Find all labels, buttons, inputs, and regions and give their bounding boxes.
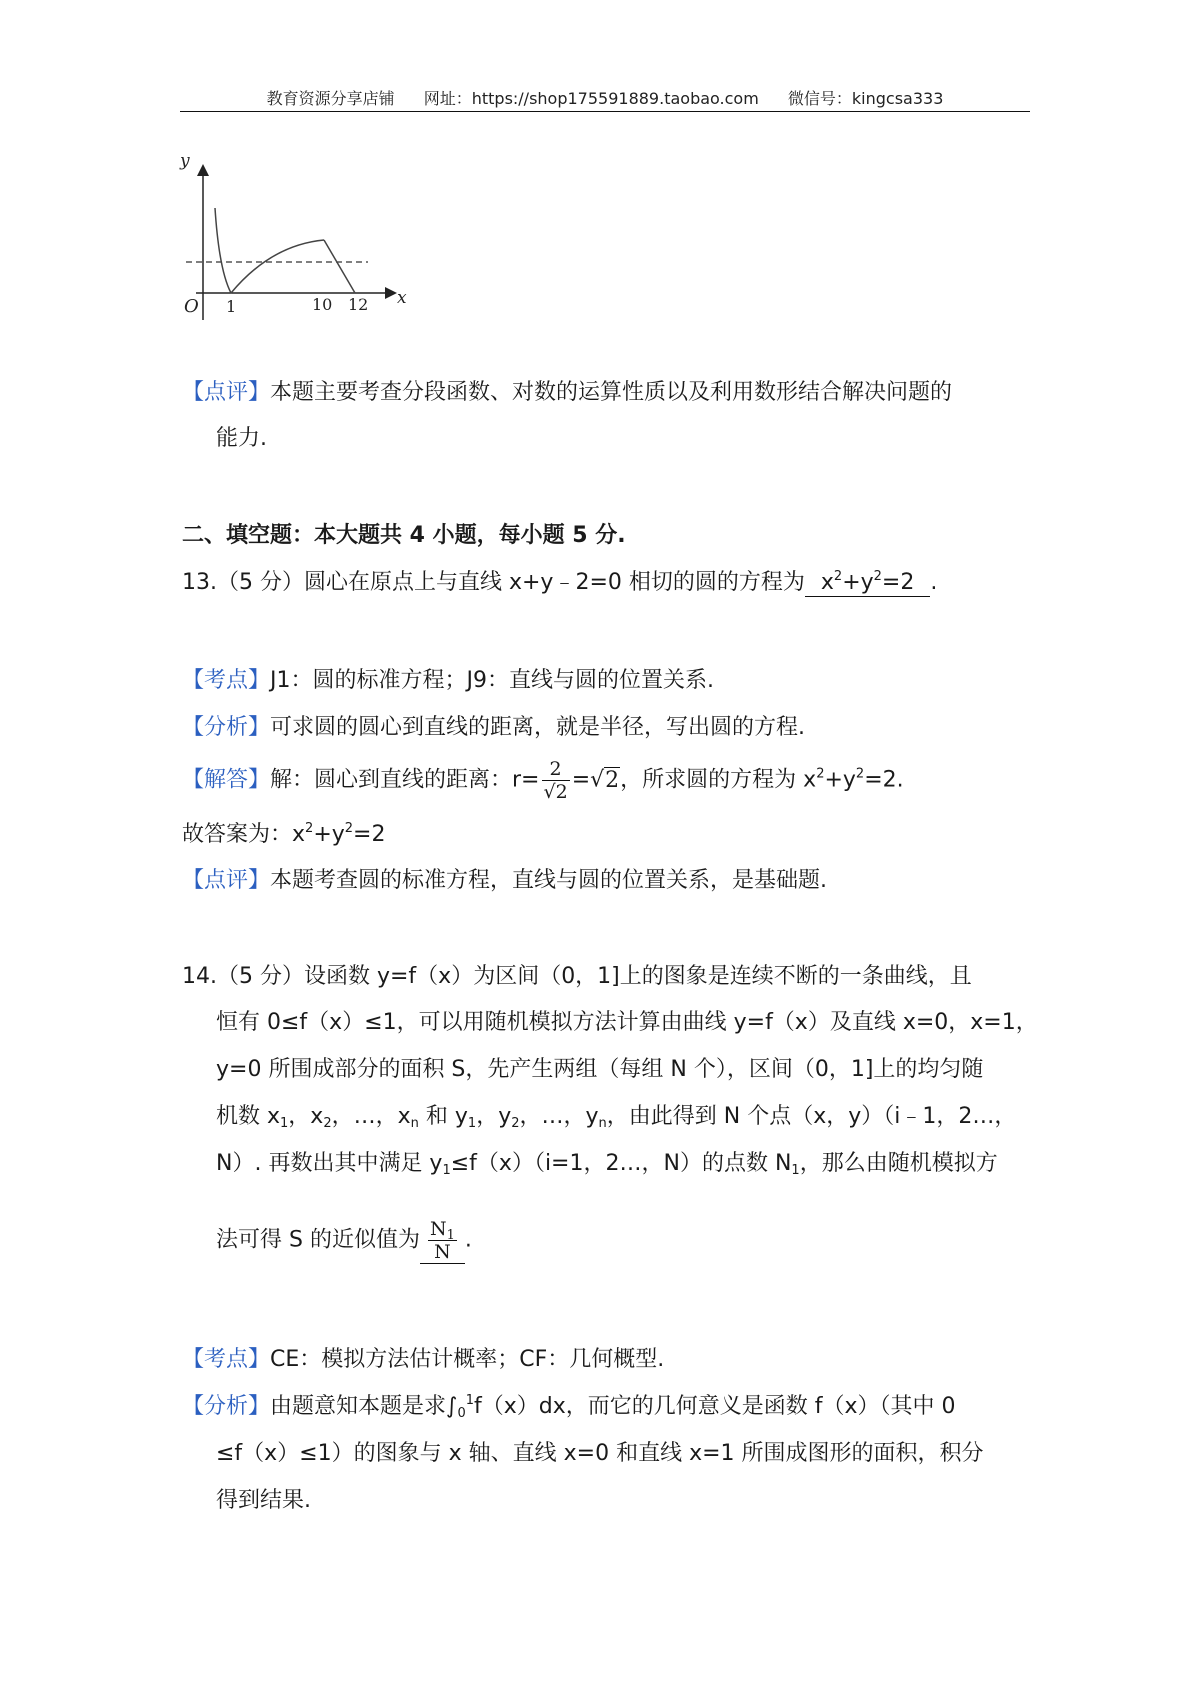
q14-answer-fraction: $\frac{N_1}{N}$ (429, 1218, 455, 1263)
curve-increasing (231, 240, 324, 293)
q13-kaodian: 【考点】J1：圆的标准方程；J9：直线与圆的位置关系. (182, 668, 714, 693)
q14-fenxi-line3: 得到结果. (216, 1488, 311, 1513)
page-header (180, 86, 1030, 109)
q13-sqrt: √2 (590, 767, 620, 793)
q13-dianping: 【点评】本题考查圆的标准方程，直线与圆的位置关系，是基础题. (182, 868, 828, 893)
curve-linear (324, 240, 355, 293)
q14-kaodian: 【考点】CE：模拟方法估计概率；CF：几何概型. (182, 1347, 665, 1372)
q14-line1: 14.（5 分）设函数 y=f（x）为区间（0，1]上的图象是连续不断的一条曲线，且 (182, 964, 972, 989)
q12-comment-tag: 【点评】 (182, 380, 271, 405)
q13-fenxi: 【分析】可求圆的圆心到直线的距离，就是半径，写出圆的方程. (182, 715, 806, 740)
q14-answer-blank (420, 1218, 465, 1264)
curve-decreasing (215, 208, 231, 293)
q13-stem: 13.（5 分）圆心在原点上与直线 x+y﹣2=0 相切的圆的方程为 $x^2+y^2=2$ . (182, 569, 938, 595)
header-rule (180, 111, 1030, 112)
q14-line6: 法可得 S 的近似值为 $\frac{N_1}{N}$ . (216, 1218, 472, 1263)
q14-fenxi-line2: ≤f（x）≤1）的图象与 x 轴、直线 x=0 和直线 x=1 所围成图形的面积，积分 (216, 1441, 984, 1466)
tick-1: 1 (226, 297, 237, 316)
header-url: 网址：https://shop175591889.taobao.com (423, 89, 759, 108)
header-wechat: 微信号：kingcsa333 (787, 89, 944, 108)
q12-comment-line1: 【点评】本题主要考查分段函数、对数的运算性质以及利用数形结合解决问题的 (182, 380, 953, 405)
q13-jieda: 【解答】解：圆心到直线的距离：r= $\frac{2}{√2}$ =√2，所求圆的方程为 $x^2+y^2=2$. (182, 758, 904, 803)
section-title: 二、填空题：本大题共 4 小题，每小题 5 分. (182, 523, 626, 548)
q14-line5: N）. 再数出其中满足 $y_1\le f(x)(i=1$，2…，N）的点数 $N_1$，那么由随机模拟方 (216, 1151, 998, 1178)
y-axis-label: y (180, 151, 190, 171)
tick-12: 12 (348, 295, 369, 314)
q13-fraction: $\frac{2}{√2}$ (543, 758, 568, 803)
q12-comment-line2: 能力. (216, 426, 267, 451)
x-axis-label: x (397, 288, 407, 308)
q14-fenxi-line1: 【分析】由题意知本题是求$\int_0^1f(x)dx$，而它的几何意义是函数 f（x）（其中 0 (182, 1393, 956, 1421)
q14-line2: 恒有 0≤f（x）≤1，可以用随机模拟方法计算由曲线 y=f（x）及直线 x=0，x=1， (216, 1010, 1038, 1035)
tick-10: 10 (312, 295, 333, 314)
function-graph (180, 151, 446, 350)
origin-label: O (184, 296, 199, 317)
q14-line3: y=0 所围成部分的面积 S，先产生两组（每组 N 个），区间（0，1]上的均匀随 (216, 1057, 984, 1082)
q13-answer-line: 故答案为：$x^2+y^2=2$ (182, 821, 386, 847)
q13-answer-blank: $x^2+y^2=2$ (805, 570, 930, 597)
header-shop: 教育资源分享店铺 (266, 89, 395, 108)
q14-line4: 机数 $x_1$，$x_2$，…，$x_n$ 和 $y_1$，$y_2$，…，$y_n$，由此得到 N 个点（x，y）（i﹣1，2…， (216, 1104, 1017, 1131)
